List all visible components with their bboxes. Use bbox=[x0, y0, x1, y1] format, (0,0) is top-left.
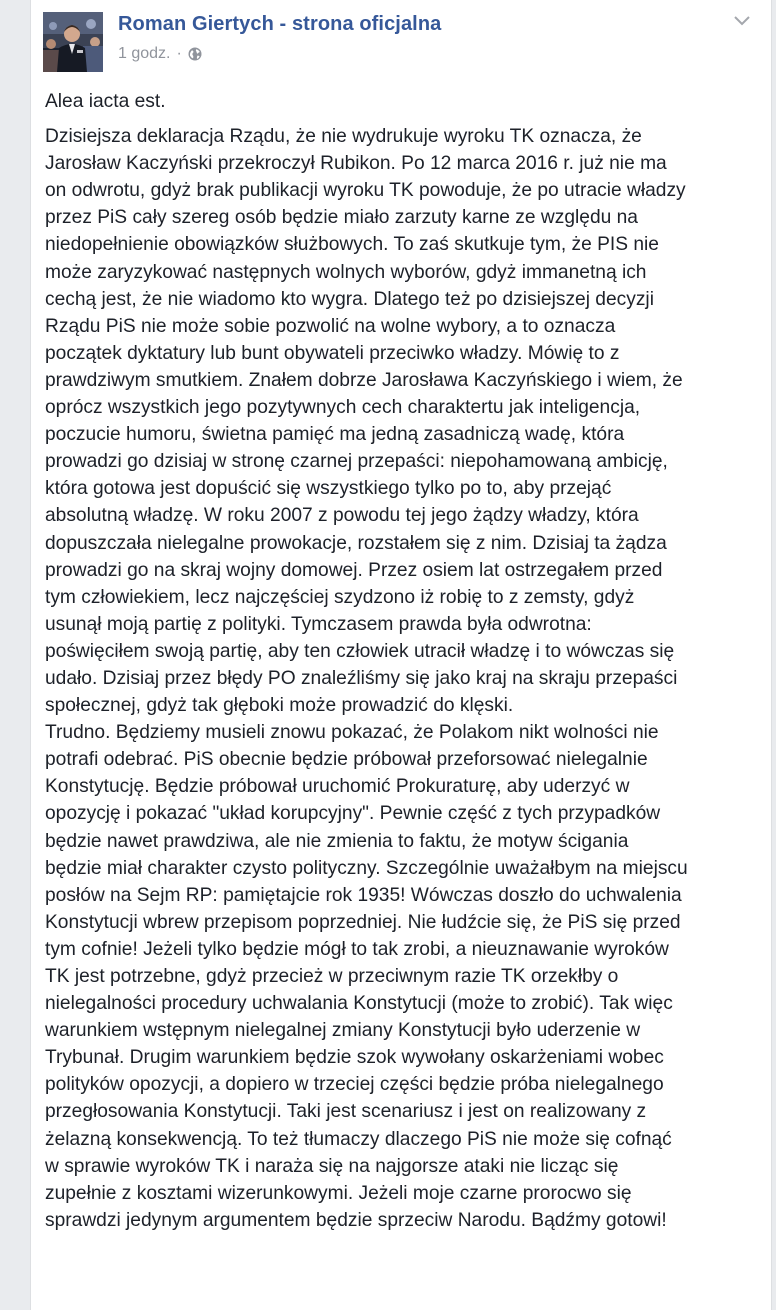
post-card bbox=[30, 0, 772, 1310]
post-text-line: przegłosowania Konstytucji. Taki jest scenariusz i jest on realizowany z bbox=[45, 1101, 647, 1123]
post-text-line: TK jest potrzebne, gdyż przecież w przeciwnym razie TK orzekłby o bbox=[45, 966, 619, 987]
post-text-line: Trudno. Będziemy musieli znowu pokazać, że Polakom nikt wolności nie bbox=[45, 722, 659, 744]
chevron-down-icon[interactable] bbox=[733, 14, 751, 28]
post-text-line: Rządu PiS nie może sobie pozwolić na wolne wybory, a to oznacza bbox=[45, 315, 616, 337]
post-text-line: Jarosław Kaczyński przekroczył Rubikon. Po 12 marca 2016 r. już nie ma bbox=[45, 153, 667, 175]
post-text-line: opozycję i pokazać "układ korupcyjny". Pewnie część z tych przypadków bbox=[45, 803, 661, 825]
post-header bbox=[31, 0, 771, 84]
post-text-line: Konstytucję. Będzie próbował uruchomić Prokuraturę, aby uderzyć w bbox=[45, 776, 630, 798]
post-text-line: posłów na Sejm RP: pamiętajcie rok 1935! Wówczas doszło do uchwalenia bbox=[45, 884, 682, 906]
avatar-photo bbox=[43, 12, 103, 72]
post-text-line: w sprawie wyroków TK i naraża się na najgorsze ataki nie licząc się bbox=[45, 1155, 619, 1177]
globe-icon[interactable] bbox=[188, 47, 202, 61]
post-text-line: on odwrotu, gdyż brak publikacji wyroku TK powoduje, że po utracie władzy bbox=[45, 180, 686, 202]
post-text-line: żelazną konsekwencją. To też tłumaczy dlaczego PiS nie może się cofnąć bbox=[45, 1128, 672, 1150]
post-text-line: usunął moją partię z polityki. Tymczasem prawda była odwrotna: bbox=[45, 613, 592, 635]
post-meta bbox=[118, 45, 202, 63]
post-text-line: która gotowa jest dopuścić się wszystkiego tylko po to, aby przejąć bbox=[45, 478, 612, 500]
post-timestamp[interactable]: 1 godz. bbox=[118, 45, 171, 62]
post-text-line: nielegalności procedury uchwalania Konstytucji (może to zrobić). Tak więc bbox=[45, 993, 673, 1015]
author-name-link[interactable]: Roman Giertych - strona oficjalna bbox=[118, 13, 442, 35]
post-text-line: potrafi odebrać. PiS obecnie będzie próbował przeforsować nielegalnie bbox=[45, 749, 648, 771]
post-text-line: prawdziwym smutkiem. Znałem dobrze Jarosława Kaczyńskiego i wiem, że bbox=[45, 369, 683, 391]
post-text-line: społecznej, gdyż tak głęboki może prowadzić do klęski. bbox=[45, 695, 514, 717]
post-text-line: poczucie humoru, świetna pamięć ma jedną zasadniczą wadę, która bbox=[45, 424, 625, 446]
post-text-line: będzie nawet prawdziwa, ale nie zmienia to faktu, że motyw ścigania bbox=[45, 830, 629, 852]
post-text-line: tym cofnie! Jeżeli tylko będzie mógł to tak zrobi, a nieuznawanie wyroków bbox=[45, 938, 669, 960]
post-text-line: może zaryzykować następnych wolnych wyborów, gdyż immanetną ich bbox=[45, 261, 647, 283]
post-text-line: będzie miał charakter czysto polityczny. Szczególnie uważałbym na miejscu bbox=[45, 857, 688, 879]
post-text-line: prowadzi go dzisiaj w stronę czarnej przepaści: niepohamowaną ambicję, bbox=[45, 451, 668, 473]
post-text-line: początek dyktatury lub bunt obywateli przeciwko władzy. Mówię to z bbox=[45, 342, 620, 364]
post-text-line: polityków opozycji, a dopiero w trzeciej części będzie próba nielegalnego bbox=[45, 1074, 664, 1096]
post-text-line: zupełnie z kosztami wizerunkowymi. Jeżeli moje czarne prorocwo się bbox=[45, 1182, 632, 1204]
post-text-line: warunkiem wstępnym nielegalnej zmiany Konstytucji było uderzenie w bbox=[45, 1020, 641, 1042]
post-text-line: Konstytucji wbrew przepisom poprzedniej. Nie łudźcie się, że PiS się przed bbox=[45, 911, 681, 933]
post-title: Alea iacta est. bbox=[45, 91, 166, 112]
post-text-line: prowadzi go na skraj wojny domowej. Przez osiem lat ostrzegałem przed bbox=[45, 559, 663, 581]
post-text-line: Dzisiejsza deklaracja Rządu, że nie wydrukuje wyroku TK oznacza, że bbox=[45, 126, 642, 148]
meta-separator: · bbox=[176, 45, 182, 62]
post-text-line: udało. Dzisiaj przez błędy PO znaleźliśmy się jako kraj na skraju przepaści bbox=[45, 667, 678, 689]
post-text-line: przez PiS cały szereg osób będzie miało zarzuty karne ze względu na bbox=[45, 207, 638, 229]
post-text-line: oprócz wszystkich jego pozytywnych cech charaktertu jak inteligencja, bbox=[45, 397, 641, 419]
post-text-line: poświęciłem swoją partię, aby ten człowiek utracił władzę i to wówczas się bbox=[45, 640, 675, 662]
post-text-line: sprawdzi jedynym argumentem będzie sprzeciw Narodu. Bądźmy gotowi! bbox=[45, 1209, 667, 1231]
post-text-line: absolutną władzę. W roku 2007 z powodu tej jego żądzy władzy, która bbox=[45, 505, 639, 527]
post-text-line: dopuszczała nielegalne prowokacje, rozstałem się z nim. Dzisiaj ta żądza bbox=[45, 532, 667, 554]
post-text-line: cechą jest, że nie wiadomo kto wygra. Dlatego też po dzisiejszej decyzji bbox=[45, 288, 654, 310]
post-body bbox=[45, 88, 765, 1234]
post-paragraph bbox=[45, 123, 765, 1234]
author-avatar[interactable] bbox=[43, 12, 103, 72]
post-text-line: Trybunał. Drugim warunkiem będzie szok wywołany oskarżeniami wobec bbox=[45, 1047, 664, 1069]
post-text-line: tym człowiekiem, lecz najczęściej szydzono iż robię to z zemsty, gdyż bbox=[45, 586, 635, 608]
post-text-line: niedopełnienie obowiązków służbowych. To zaś skutkuje tym, że PIS nie bbox=[45, 234, 659, 256]
